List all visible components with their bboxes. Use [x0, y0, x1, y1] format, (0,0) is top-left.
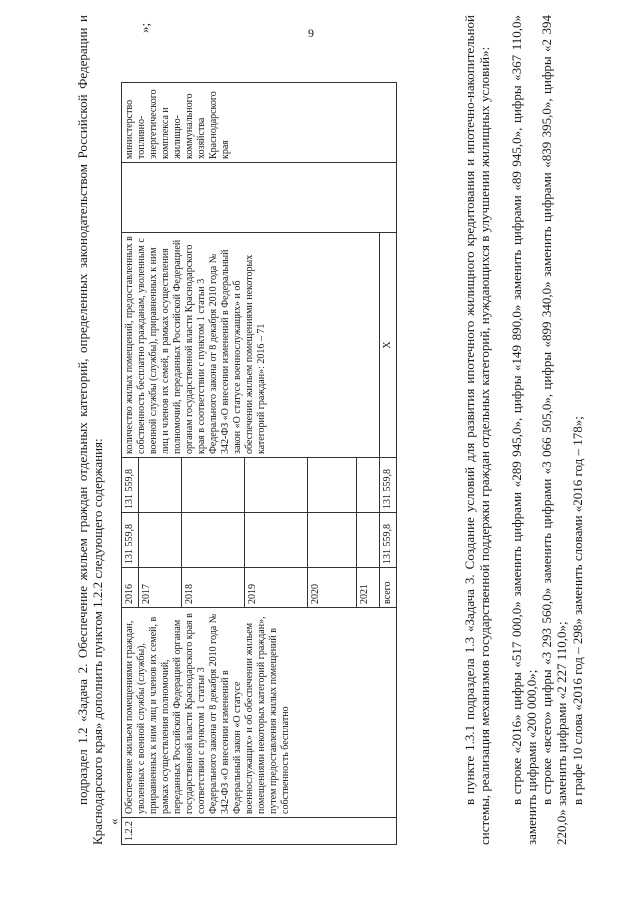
body-paragraph: в графе 10 слова «2016 год – 298» заменить словами «2016 год – 178»; [570, 416, 585, 805]
amount-cell: 131 559,8 [122, 458, 139, 513]
year-cell: 2021 [357, 568, 380, 608]
year-cell: 2018 [182, 568, 245, 608]
rotated-page-content [65, 15, 625, 845]
amount-cell [139, 458, 182, 513]
row-number-cell: 1.2.2 [122, 818, 397, 845]
body-paragraph: в строке «2016» цифры «517 000,0» заменить цифрами «289 945,0», цифры «149 890,0» заменить цифрами «89 945,0», цифры «367 110,0» заменить цифрами «200 000,0»; [509, 15, 539, 845]
year-cell: всего [380, 568, 397, 608]
year-cell: 2016 [122, 568, 139, 608]
intro-paragraph: подраздел 1.2 «Задача 2. Обеспечение жильем граждан отдельных категорий, определенных законодательством Российской Федерации и Краснодарского края» дополнить пунктом 1.2.2 следующего содержания: [75, 15, 105, 845]
year-cell: 2017 [139, 568, 182, 608]
amount-cell: 131 559,8 [380, 458, 397, 513]
executor-cell: министерство топливно-энергетического комплекса и жилищно-коммунального хозяйства Краснодарского края [122, 83, 397, 163]
table-row [122, 83, 139, 845]
year-cell: 2019 [245, 568, 308, 608]
page-number: 9 [308, 26, 314, 40]
program-table [121, 82, 397, 845]
amount-cell: 131 559,8 [122, 513, 139, 568]
amount-cell [245, 513, 308, 568]
indicator-cell: количество жилых помещений, предоставленных в собственность бесплатно гражданам, уволенным с военной службы (службы), приравненных к ним лиц и членов их семей, в рамках осуществления полномочий, переданных Российской Федерацией органам государственной власти Краснодарского края в соответствии с пунктом 1 статьи 3 Федерального закона от 8 декабря 2010 года № 342-ФЗ «О внесении изменений в Федеральный закон «О статусе военнослужащих» и об обеспечении жильем помещениями некоторых категорий граждан»: 2016 – 71 [122, 233, 380, 458]
amount-cell [357, 513, 380, 568]
empty-cell [122, 163, 397, 233]
amount-cell [245, 458, 308, 513]
amount-cell [139, 513, 182, 568]
body-paragraph: в пункте 1.3.1 подраздела 1.3 «Задача 3. Создание условий для развития ипотечного жилищного кредитования и ипотечно-накопительной системы, реализация механизмов государственной поддержки граждан отдельных категорий, нуждающихся в улучшении жилищных условий»: [462, 15, 492, 845]
amount-cell [182, 513, 245, 568]
year-cell: 2020 [308, 568, 357, 608]
opening-quote: « [106, 818, 121, 825]
amount-cell [357, 458, 380, 513]
amount-cell [182, 458, 245, 513]
amount-cell: 131 559,8 [380, 513, 397, 568]
closing-quote: »; [137, 22, 152, 33]
measure-cell: Обеспечение жильем помещениями граждан, уволенных с военной службы (службы), приравненных к ним лиц и членов их семей, в рамках осуществления полномочий, переданных Российской Федерацией органам государственной власти Краснодарского края в соответствии с пунктом 1 статьи 3 Федерального закона от 8 декабря 2010 года № 342-ФЗ «О внесении изменений в Федеральный закон «О статусе военнослужащих» и об обеспечении жильем помещениями некоторых категорий граждан», путем предоставления жилых помещений в собственность бесплатно [122, 608, 397, 818]
body-paragraph: в строке «всего» цифры «3 293 560,0» заменить цифрами «3 066 505,0», цифры «899 340,0» заменить цифрами «839 395,0», цифры «2 394 220,0» заменить цифрами «2 227 110,0»; [539, 15, 569, 845]
x-mark-cell: X [380, 233, 397, 458]
amount-cell [308, 458, 357, 513]
amount-cell [308, 513, 357, 568]
